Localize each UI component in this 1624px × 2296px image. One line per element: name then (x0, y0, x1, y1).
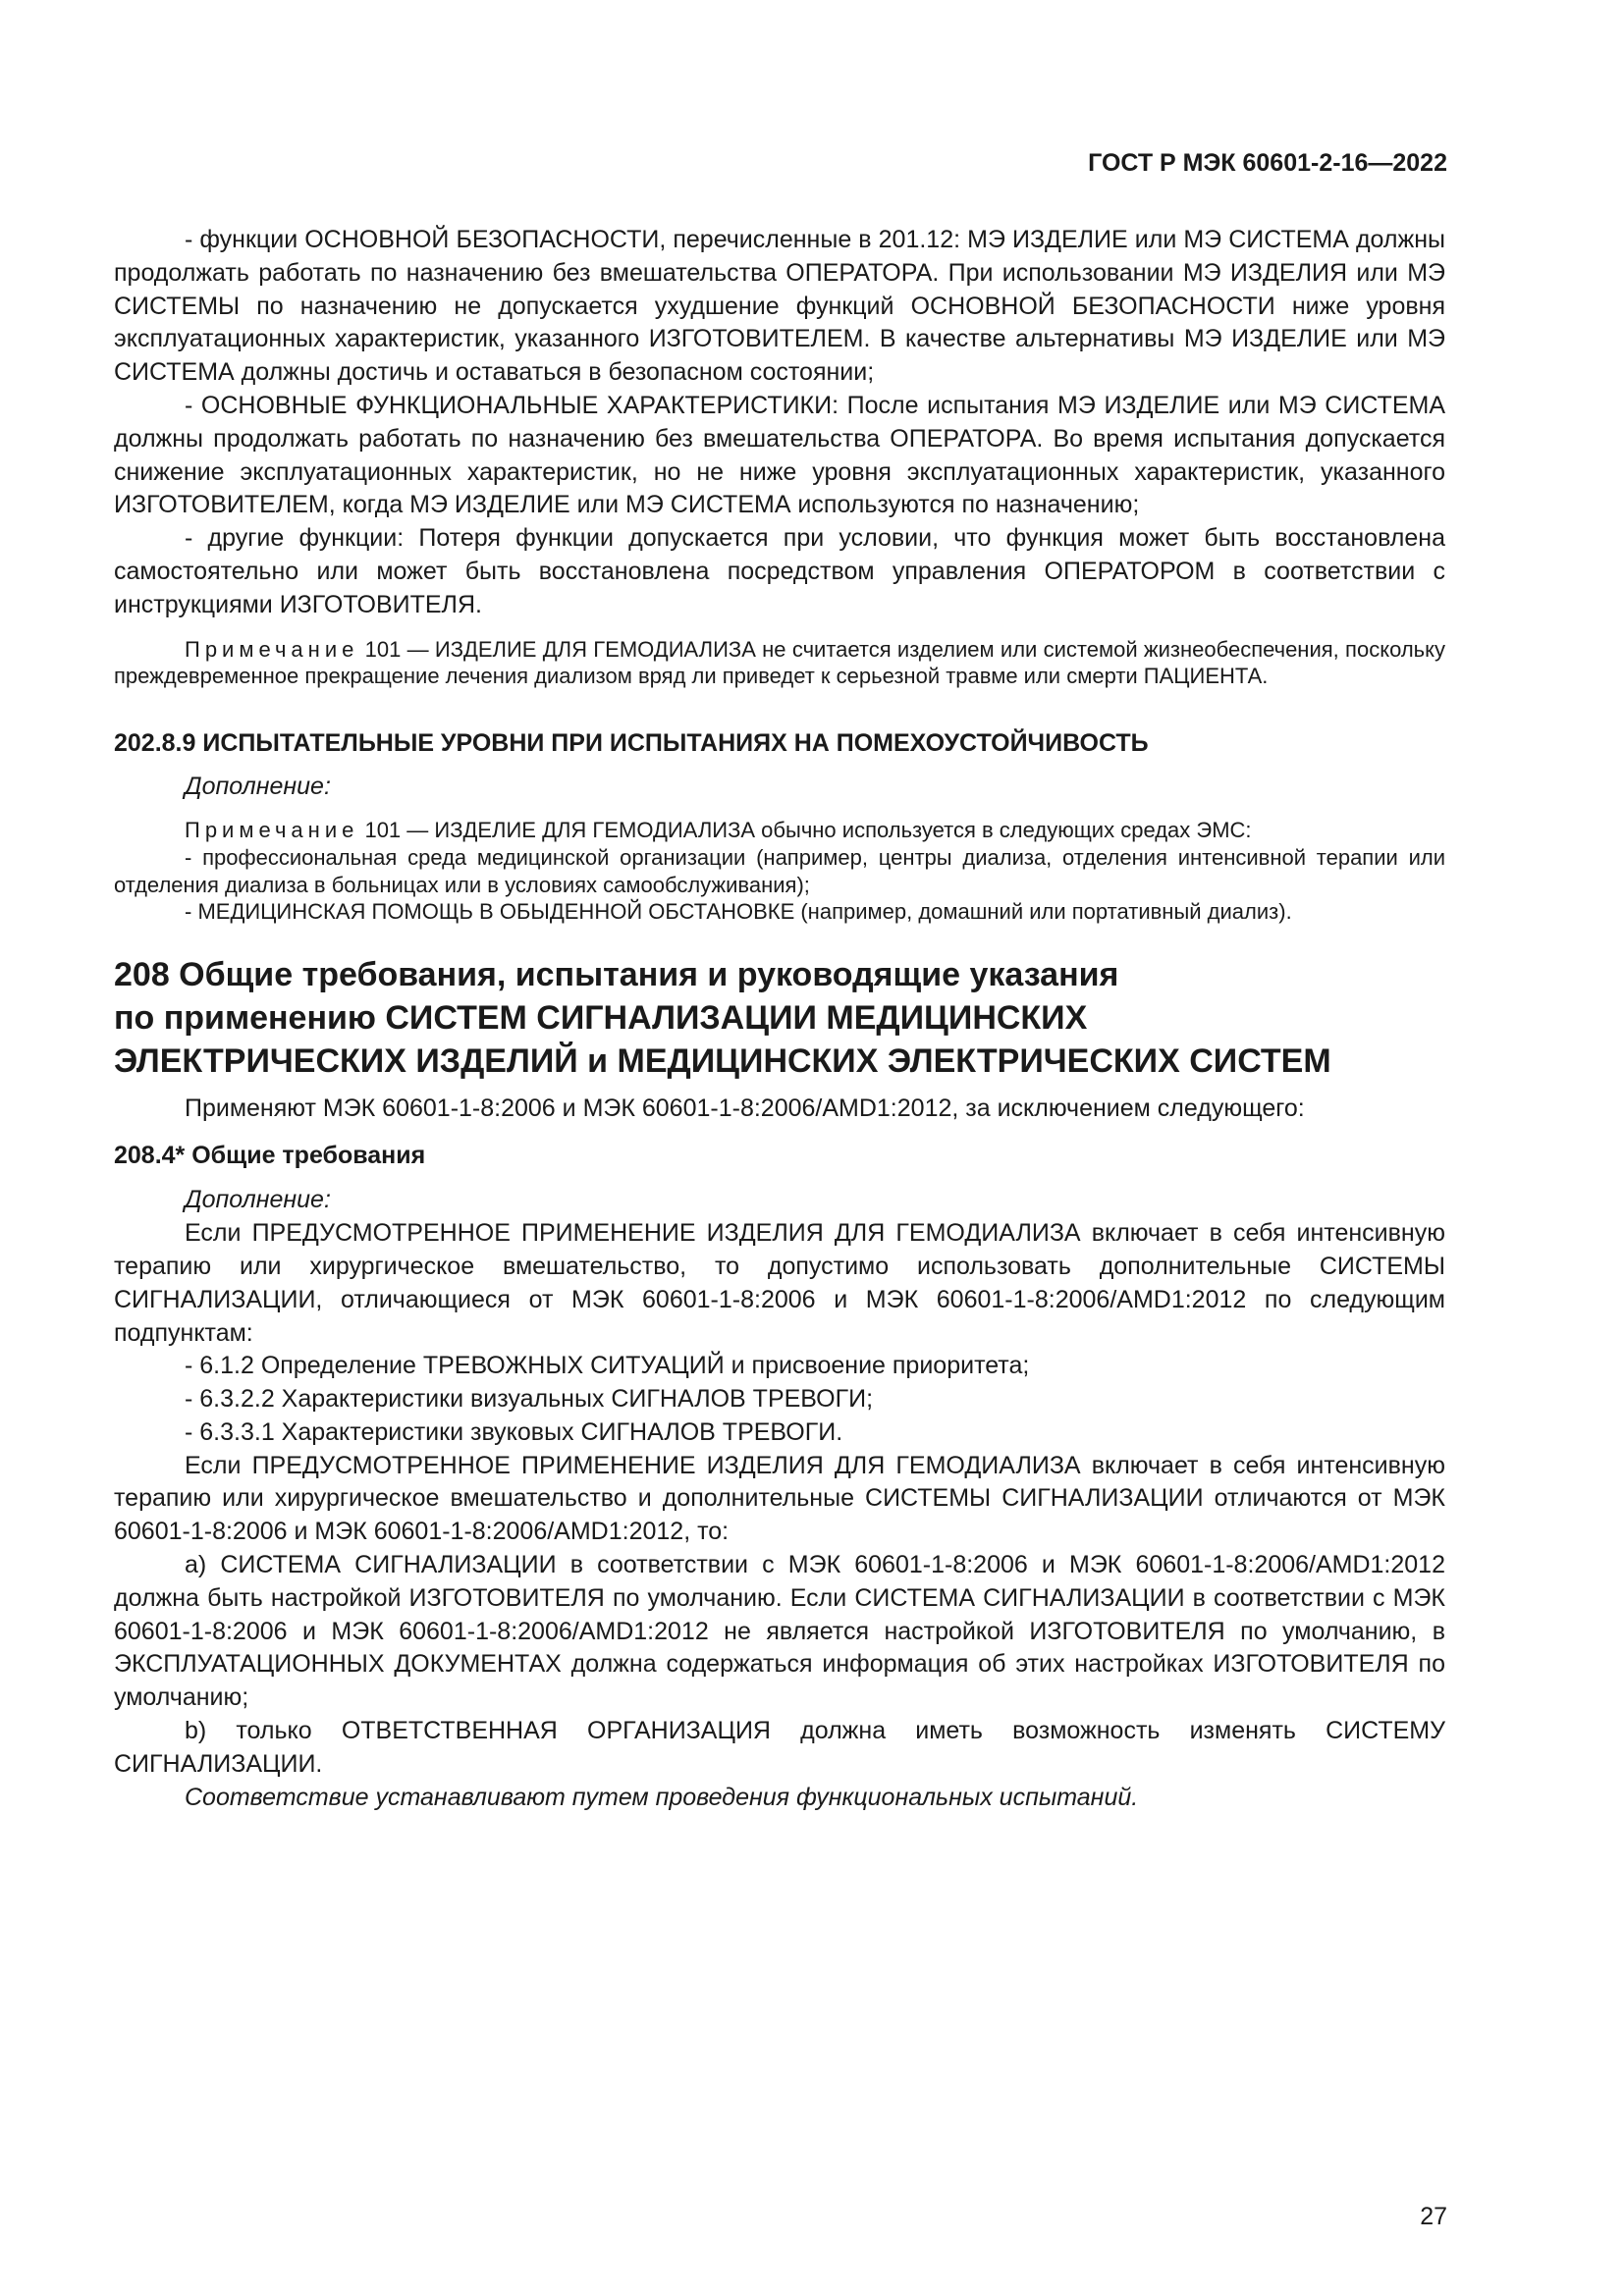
note-101-emc (114, 817, 1445, 844)
note-101-life-support (114, 636, 1445, 690)
section-heading-208-line-1: 208 Общие требования, испытания и руководящие указания (114, 955, 1119, 993)
note-list-item-home: - МЕДИЦИНСКАЯ ПОМОЩЬ В ОБЫДЕННОЙ ОБСТАНОВКЕ (например, домашний или портативный диализ). (185, 899, 1292, 925)
applicability-paragraph: Применяют МЭК 60601-1-8:2006 и МЭК 60601-1-8:2006/AMD1:2012, за исключением следующего: (185, 1094, 1305, 1122)
paragraph-intended-use-differs: Если ПРЕДУСМОТРЕННОЕ ПРИМЕНЕНИЕ ИЗДЕЛИЯ ДЛЯ ГЕМОДИАЛИЗА включает в себя интенсивную терапию или хирургическое вмешательство и дополнительные СИСТЕМЫ СИГНАЛИЗАЦИИ отличаются от МЭК 60601-1-8:2006 и МЭК 60601-1-8:2006/AMD1:2012, то: (114, 1451, 1445, 1546)
paragraph-intended-use: Если ПРЕДУСМОТРЕННОЕ ПРИМЕНЕНИЕ ИЗДЕЛИЯ ДЛЯ ГЕМОДИАЛИЗА включает в себя интенсивную терапию или хирургическое вмешательство, то допустимо использовать дополнительные СИСТЕМЫ СИГНАЛИЗАЦИИ, отличающиеся от МЭК 60601-1-8:2006 и МЭК 60601-1-8:2006/AMD1:2012 по следующим подпунктам: (114, 1219, 1445, 1347)
note-text: 101 — ИЗДЕЛИЕ ДЛЯ ГЕМОДИАЛИЗА обычно используется в следующих средах ЭМС: (358, 818, 1252, 843)
addition-label: Дополнение: (185, 1186, 331, 1214)
addition-label: Дополнение: (185, 772, 331, 800)
page-number: 27 (1420, 2203, 1447, 2230)
list-item-6-1-2: - 6.1.2 Определение ТРЕВОЖНЫХ СИТУАЦИЙ и присвоение приоритета; (185, 1352, 1030, 1380)
list-item-other-functions: - другие функции: Потеря функции допускается при условии, что функция может быть восстановлена самостоятельно или может быть восстановлена посредством управления ОПЕРАТОРОМ в соответствии с инструкциями ИЗГОТОВИТЕЛЯ. (114, 524, 1445, 618)
section-heading-208-line-3: ЭЛЕКТРИЧЕСКИХ ИЗДЕЛИЙ и МЕДИЦИНСКИХ ЭЛЕКТРИЧЕСКИХ СИСТЕМ (114, 1041, 1331, 1080)
list-item-a: a) СИСТЕМА СИГНАЛИЗАЦИИ в соответствии с МЭК 60601-1-8:2006 и МЭК 60601-1-8:2006/AMD1:2012 должна быть настройкой ИЗГОТОВИТЕЛЯ по умолчанию. Если СИСТЕМА СИГНАЛИЗАЦИИ в соответствии с МЭК 60601-1-8:2006 и МЭК 60601-1-8:2006/AMD1:2012 не является настройкой ИЗГОТОВИТЕЛЯ по умолчанию, в ЭКСПЛУАТАЦИОННЫХ ДОКУМЕНТАХ должна содержаться информация об этих настройках ИЗГОТОВИТЕЛЯ по умолчанию; (114, 1551, 1445, 1712)
section-heading-208-4: 208.4* Общие требования (114, 1141, 426, 1169)
section-heading-208-line-2: по применению СИСТЕМ СИГНАЛИЗАЦИИ МЕДИЦИНСКИХ (114, 998, 1088, 1037)
list-item-essential-performance: - ОСНОВНЫЕ ФУНКЦИОНАЛЬНЫЕ ХАРАКТЕРИСТИКИ: После испытания МЭ ИЗДЕЛИЕ или МЭ СИСТЕМА должны продолжать работать по назначению без вмешательства ОПЕРАТОРА. Во время испытания допускается снижение эксплуатационных характеристик, но не ниже уровня эксплуатационных характеристик, указанного ИЗГОТОВИТЕЛЕМ, когда МЭ ИЗДЕЛИЕ или МЭ СИСТЕМА используются по назначению; (114, 391, 1445, 519)
list-item-6-3-2-2: - 6.3.2.2 Характеристики визуальных СИГНАЛОВ ТРЕВОГИ; (185, 1385, 874, 1414)
section-heading-208 (114, 953, 1445, 1083)
list-item-basic-safety: - функции ОСНОВНОЙ БЕЗОПАСНОСТИ, перечисленные в 201.12: МЭ ИЗДЕЛИЕ или МЭ СИСТЕМА должны продолжать работать по назначению без вмешательства ОПЕРАТОРА. При использовании МЭ ИЗДЕЛИЯ или МЭ СИСТЕМЫ по назначению не допускается ухудшение функций ОСНОВНОЙ БЕЗОПАСНОСТИ ниже уровня эксплуатационных характеристик, указанного ИЗГОТОВИТЕЛЕМ. В качестве альтернативы МЭ ИЗДЕЛИЕ или МЭ СИСТЕМА должны достичь и оставаться в безопасном состоянии; (114, 226, 1445, 387)
note-label: Примечание (185, 818, 359, 843)
page-content (114, 224, 1445, 1814)
note-list-item-professional: - профессиональная среда медицинской организации (например, центры диализа, отделения интенсивной терапии или отделения диализа в больницах или в условиях самообслуживания); (114, 844, 1445, 897)
compliance-statement: Соответствие устанавливают путем проведения функциональных испытаний. (185, 1783, 1139, 1811)
list-item-6-3-3-1: - 6.3.3.1 Характеристики звуковых СИГНАЛОВ ТРЕВОГИ. (185, 1417, 843, 1446)
document-id: ГОСТ Р МЭК 60601-2-16—2022 (1088, 149, 1447, 177)
note-label: Примечание (185, 636, 359, 662)
list-item-b: b) только ОТВЕТСТВЕННАЯ ОРГАНИЗАЦИЯ должна иметь возможность изменять СИСТЕМУ СИГНАЛИЗАЦИИ. (114, 1717, 1445, 1778)
section-heading-202-8-9: 202.8.9 ИСПЫТАТЕЛЬНЫЕ УРОВНИ ПРИ ИСПЫТАНИЯХ НА ПОМЕХОУСТОЙЧИВОСТЬ (114, 728, 1149, 757)
note-text: 101 — ИЗДЕЛИЕ ДЛЯ ГЕМОДИАЛИЗА не считается изделием или системой жизнеобеспечения, поскольку преждевременное прекращение лечения диализом вряд ли приведет к серьезной травме или смерти ПАЦИЕНТА. (114, 636, 1445, 689)
